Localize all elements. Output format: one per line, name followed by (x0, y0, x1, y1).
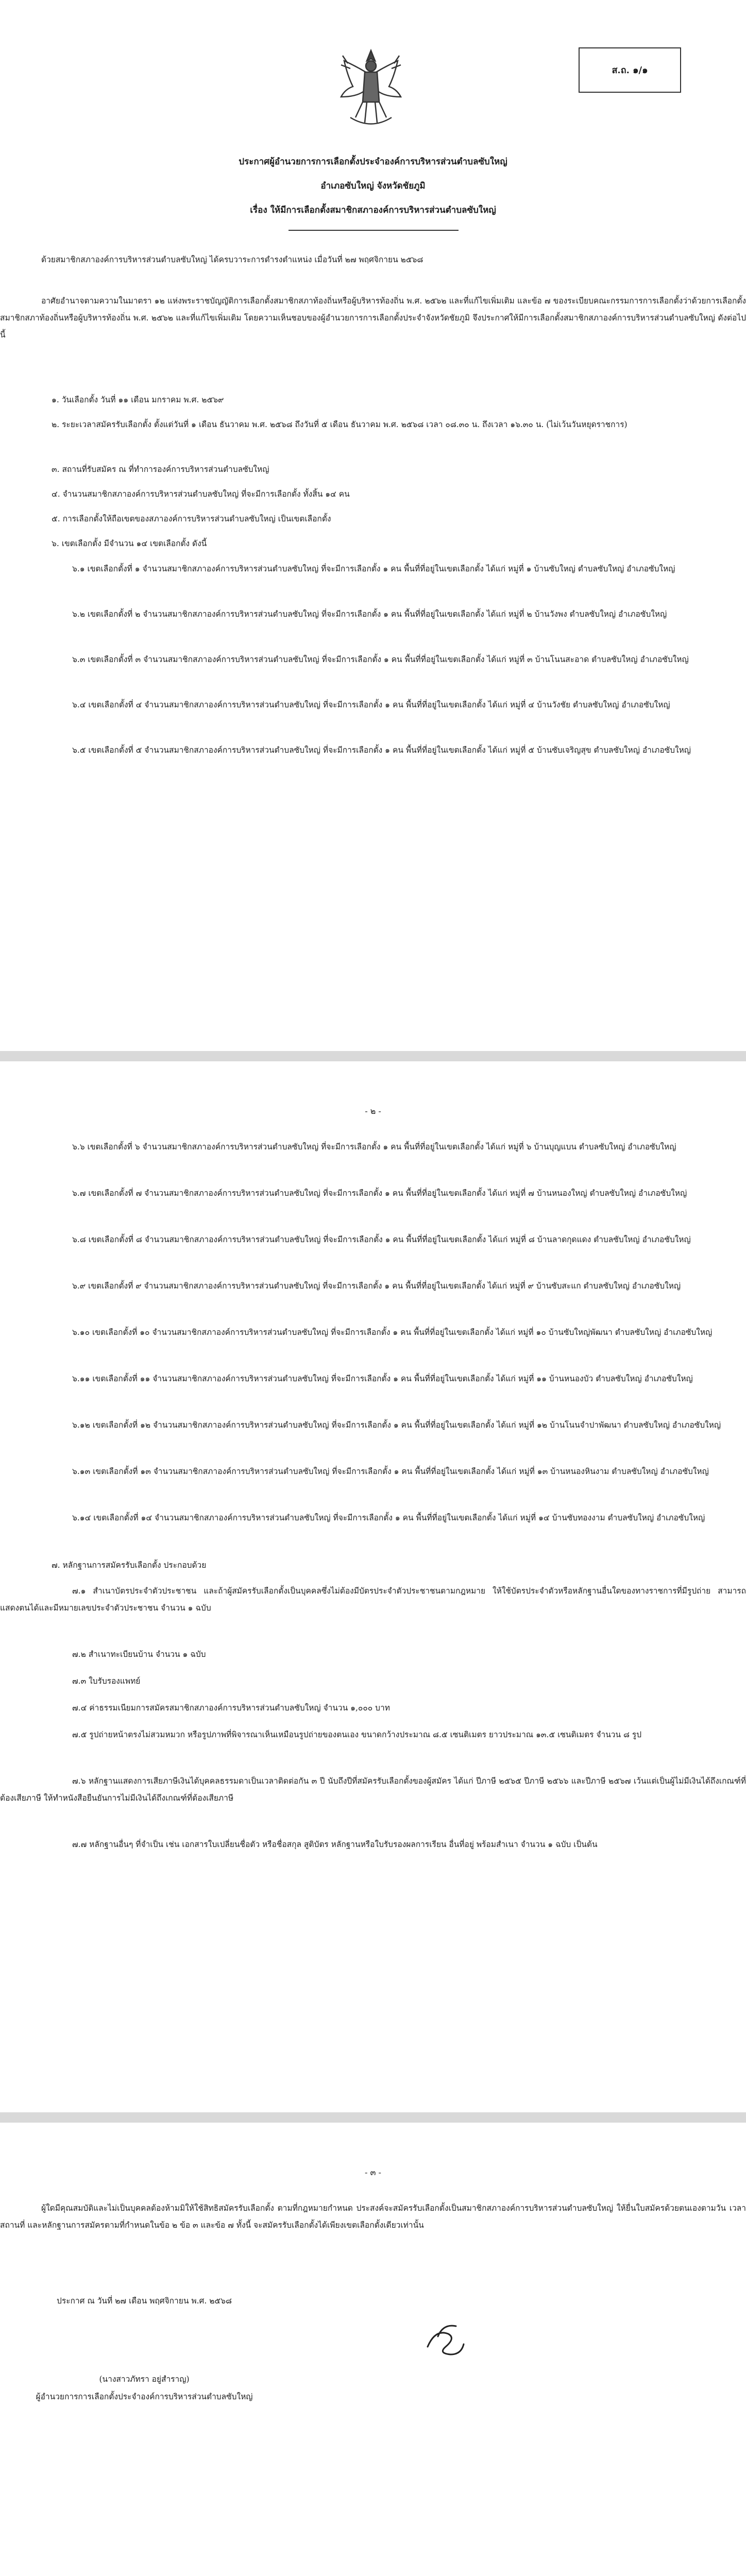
announcement-date: ประกาศ ณ วันที่ ๒๗ เดือน พฤศจิกายน พ.ศ. ๒๕๖๘ (57, 2296, 232, 2306)
document-requirement: ๗.๔ ค่าธรรมเนียมการสมัครสมาชิกสภาองค์การบริหารส่วนตำบลซับใหญ่ จำนวน ๑,๐๐๐ บาท (72, 1703, 390, 1713)
document-requirement: ๗.๖ หลักฐานแสดงการเสียภาษีเงินได้บุคคลธรรมดาเป็นเวลาติดต่อกัน ๓ ปี นับถึงปีที่สมัครรับเลือกตั้งของผู้สมัคร ได้แก่ ปีภาษี ๒๕๖๕ ปีภาษี ๒๕๖๖ และปีภาษี ๒๕๖๗ เว้นแต่เป็นผู้ไม่มีเงินได้ถึงเกณฑ์ที่ต้องเสียภาษี ให้ทำหนังสือยืนยันการไม่มีเงินได้ถึงเกณฑ์ที่ต้องเสียภาษี (0, 1776, 746, 1803)
title-line-2: อำเภอซับใหญ่ จังหวัดชัยภูมิ (320, 181, 426, 191)
item-2-application-period: ๒. ระยะเวลาสมัครรับเลือกตั้ง ตั้งแต่วันที่ ๑ เดือน ธันวาคม พ.ศ. ๒๕๖๘ ถึงวันที่ ๕ เดือน ธันวาคม พ.ศ. ๒๕๖๘ เวลา ๐๘.๓๐ น. ถึงเวลา ๑๖.๓๐ น. (ไม่เว้นวันหยุดราชการ) (52, 420, 628, 429)
zone-item: ๖.๘ เขตเลือกตั้งที่ ๘ จำนวนสมาชิกสภาองค์การบริหารส่วนตำบลซับใหญ่ ที่จะมีการเลือกตั้ง ๑ คน พื้นที่ที่อยู่ในเขตเลือกตั้ง ได้แก่ หมู่ที่ ๘ บ้านลาดกุดแดง ตำบลซับใหญ่ อำเภอซับใหญ่ (72, 1235, 691, 1244)
title-line-1: ประกาศผู้อำนวยการการเลือกตั้งประจำองค์การบริหารส่วนตำบลซับใหญ่ (239, 157, 507, 167)
document-code: ส.ถ. ๑/๑ (612, 64, 648, 76)
zone-item: ๖.๒ เขตเลือกตั้งที่ ๒ จำนวนสมาชิกสภาองค์การบริหารส่วนตำบลซับใหญ่ ที่จะมีการเลือกตั้ง ๑ คน พื้นที่ที่อยู่ในเขตเลือกตั้ง ได้แก่ หมู่ที่ ๒ บ้านวังพง ตำบลซับใหญ่ อำเภอซับใหญ่ (72, 609, 667, 619)
page-number: - ๓ - (365, 2167, 381, 2177)
signer-name: (นางสาวภัทรา อยู่สำราญ) (99, 2375, 190, 2384)
zone-item: ๖.๔ เขตเลือกตั้งที่ ๔ จำนวนสมาชิกสภาองค์การบริหารส่วนตำบลซับใหญ่ ที่จะมีการเลือกตั้ง ๑ คน พื้นที่ที่อยู่ในเขตเลือกตั้ง ได้แก่ หมู่ที่ ๔ บ้านวังชัย ตำบลซับใหญ่ อำเภอซับใหญ่ (72, 700, 670, 709)
page-3 (0, 2123, 746, 2576)
item-5-constituency: ๕. การเลือกตั้งให้ถือเขตของสภาองค์การบริหารส่วนตำบลซับใหญ่ เป็นเขตเลือกตั้ง (52, 514, 331, 523)
page-number: - ๒ - (365, 1106, 381, 1116)
garuda-emblem-icon (335, 40, 407, 138)
document-requirement: ๗.๒ สำเนาทะเบียนบ้าน จำนวน ๑ ฉบับ (72, 1650, 206, 1659)
zone-item: ๖.๑๒ เขตเลือกตั้งที่ ๑๒ จำนวนสมาชิกสภาองค์การบริหารส่วนตำบลซับใหญ่ ที่จะมีการเลือกตั้ง ๑ คน พื้นที่ที่อยู่ในเขตเลือกตั้ง ได้แก่ หมู่ที่ ๑๒ บ้านโนนจำปาพัฒนา ตำบลซับใหญ่ อำเภอซับใหญ่ (72, 1420, 721, 1430)
document-requirement: ๗.๓ ใบรับรองแพทย์ (72, 1676, 141, 1686)
document-code-box (579, 47, 681, 93)
zone-item: ๖.๑ เขตเลือกตั้งที่ ๑ จำนวนสมาชิกสภาองค์การบริหารส่วนตำบลซับใหญ่ ที่จะมีการเลือกตั้ง ๑ คน พื้นที่ที่อยู่ในเขตเลือกตั้ง ได้แก่ หมู่ที่ ๑ บ้านซับใหญ่ ตำบลซับใหญ่ อำเภอซับใหญ่ (72, 564, 675, 573)
title-line-3: เรื่อง ให้มีการเลือกตั้งสมาชิกสภาองค์การบริหารส่วนตำบลซับใหญ่ (250, 205, 496, 215)
zone-item: ๖.๓ เขตเลือกตั้งที่ ๓ จำนวนสมาชิกสภาองค์การบริหารส่วนตำบลซับใหญ่ ที่จะมีการเลือกตั้ง ๑ คน พื้นที่ที่อยู่ในเขตเลือกตั้ง ได้แก่ หมู่ที่ ๓ บ้านโนนสะอาด ตำบลซับใหญ่ อำเภอซับใหญ่ (72, 655, 689, 664)
intro-paragraph-2: อาศัยอำนาจตามความในมาตรา ๑๒ แห่งพระราชบัญญัติการเลือกตั้งสมาชิกสภาท้องถิ่นหรือผู้บริหารท้องถิ่น พ.ศ. ๒๕๖๒ และที่แก้ไขเพิ่มเติม และข้อ ๗ ของระเบียบคณะกรรมการการเลือกตั้งว่าด้วยการเลือกตั้งสมาชิกสภาท้องถิ่นหรือผู้บริหารท้องถิ่น พ.ศ. ๒๕๖๒ และที่แก้ไขเพิ่มเติม โดยความเห็นชอบของผู้อำนวยการการเลือกตั้งประจำจังหวัดชัยภูมิ จึงประกาศให้มีการเลือกตั้งสมาชิกสภาองค์การบริหารส่วนตำบลซับใหญ่ ดังต่อไปนี้ (0, 296, 746, 340)
zone-item: ๖.๑๐ เขตเลือกตั้งที่ ๑๐ จำนวนสมาชิกสภาองค์การบริหารส่วนตำบลซับใหญ่ ที่จะมีการเลือกตั้ง ๑ คน พื้นที่ที่อยู่ในเขตเลือกตั้ง ได้แก่ หมู่ที่ ๑๐ บ้านซับใหญ่พัฒนา ตำบลซับใหญ่ อำเภอซับใหญ่ (72, 1328, 713, 1337)
intro-paragraph-1: ด้วยสมาชิกสภาองค์การบริหารส่วนตำบลซับใหญ่ ได้ครบวาระการดำรงตำแหน่ง เมื่อวันที่ ๒๗ พฤศจิกายน ๒๕๖๘ (41, 255, 423, 264)
page-1 (0, 0, 746, 1051)
signer-position: ผู้อำนวยการการเลือกตั้งประจำองค์การบริหารส่วนตำบลซับใหญ่ (36, 2392, 253, 2401)
title-divider (289, 230, 459, 231)
zone-item: ๖.๙ เขตเลือกตั้งที่ ๙ จำนวนสมาชิกสภาองค์การบริหารส่วนตำบลซับใหญ่ ที่จะมีการเลือกตั้ง ๑ คน พื้นที่ที่อยู่ในเขตเลือกตั้ง ได้แก่ หมู่ที่ ๙ บ้านซับสะแก ตำบลซับใหญ่ อำเภอซับใหญ่ (72, 1281, 681, 1291)
item-3-application-place: ๓. สถานที่รับสมัคร ณ ที่ทำการองค์การบริหารส่วนตำบลซับใหญ่ (52, 465, 269, 474)
zone-item: ๖.๑๔ เขตเลือกตั้งที่ ๑๔ จำนวนสมาชิกสภาองค์การบริหารส่วนตำบลซับใหญ่ ที่จะมีการเลือกตั้ง ๑ คน พื้นที่ที่อยู่ในเขตเลือกตั้ง ได้แก่ หมู่ที่ ๑๔ บ้านซับทองงาม ตำบลซับใหญ่ อำเภอซับใหญ่ (72, 1513, 705, 1522)
zone-item: ๖.๗ เขตเลือกตั้งที่ ๗ จำนวนสมาชิกสภาองค์การบริหารส่วนตำบลซับใหญ่ ที่จะมีการเลือกตั้ง ๑ คน พื้นที่ที่อยู่ในเขตเลือกตั้ง ได้แก่ หมู่ที่ ๗ บ้านหนองใหญ่ ตำบลซับใหญ่ อำเภอซับใหญ่ (72, 1189, 687, 1198)
document-requirement: ๗.๗ หลักฐานอื่นๆ ที่จำเป็น เช่น เอกสารใบเปลี่ยนชื่อตัว หรือชื่อสกุล สูติบัตร หลักฐานหรือใบรับรองผลการเรียน อื่นที่อยู่ พร้อมสำเนา จำนวน ๑ ฉบับ เป็นต้น (72, 1840, 598, 1849)
document-requirement: ๗.๑ สำเนาบัตรประจำตัวประชาชน และถ้าผู้สมัครรับเลือกตั้งเป็นบุคคลซึ่งไม่ต้องมีบัตรประจำตัวประชาชนตามกฎหมาย ให้ใช้บัตรประจำตัวหรือหลักฐานอื่นใดของทางราชการที่มีรูปถ่าย สามารถแสดงตนได้และมีหมายเลขประจำตัวประชาชน จำนวน ๑ ฉบับ (0, 1586, 746, 1613)
zone-item: ๖.๑๓ เขตเลือกตั้งที่ ๑๓ จำนวนสมาชิกสภาองค์การบริหารส่วนตำบลซับใหญ่ ที่จะมีการเลือกตั้ง ๑ คน พื้นที่ที่อยู่ในเขตเลือกตั้ง ได้แก่ หมู่ที่ ๑๓ บ้านหนองหินงาม ตำบลซับใหญ่ อำเภอซับใหญ่ (72, 1467, 709, 1476)
document-requirement: ๗.๕ รูปถ่ายหน้าตรงไม่สวมหมวก หรือรูปภาพที่พิจารณาเห็นเหมือนรูปถ่ายของตนเอง ขนาดกว้างประมาณ ๘.๕ เซนติเมตร ยาวประมาณ ๑๓.๕ เซนติเมตร จำนวน ๘ รูป (72, 1730, 642, 1739)
item-1-election-date: ๑. วันเลือกตั้ง วันที่ ๑๑ เดือน มกราคม พ.ศ. ๒๕๖๙ (52, 395, 224, 404)
item-7-heading: ๗. หลักฐานการสมัครรับเลือกตั้ง ประกอบด้วย (52, 1561, 207, 1570)
closing-paragraph: ผู้ใดมีคุณสมบัติและไม่เป็นบุคคลต้องห้ามมิให้ใช้สิทธิสมัครรับเลือกตั้ง ตามที่กฎหมายกำหนด ประสงค์จะสมัครรับเลือกตั้งเป็นสมาชิกสภาองค์การบริหารส่วนตำบลซับใหญ่ ให้ยื่นใบสมัครด้วยตนเองตามวัน เวลา สถานที่ และหลักฐานการสมัครตามที่กำหนดในข้อ ๒ ข้อ ๓ และข้อ ๗ ทั้งนี้ จะสมัครรับเลือกตั้งได้เพียงเขตเลือกตั้งเดียวเท่านั้น (0, 2204, 746, 2230)
item-4-member-count: ๔. จำนวนสมาชิกสภาองค์การบริหารส่วนตำบลซับใหญ่ ที่จะมีการเลือกตั้ง ทั้งสิ้น ๑๔ คน (52, 489, 350, 499)
zone-item: ๖.๖ เขตเลือกตั้งที่ ๖ จำนวนสมาชิกสภาองค์การบริหารส่วนตำบลซับใหญ่ ที่จะมีการเลือกตั้ง ๑ คน พื้นที่ที่อยู่ในเขตเลือกตั้ง ได้แก่ หมู่ที่ ๖ บ้านบุญแบน ตำบลซับใหญ่ อำเภอซับใหญ่ (72, 1142, 676, 1151)
zone-item: ๖.๕ เขตเลือกตั้งที่ ๕ จำนวนสมาชิกสภาองค์การบริหารส่วนตำบลซับใหญ่ ที่จะมีการเลือกตั้ง ๑ คน พื้นที่ที่อยู่ในเขตเลือกตั้ง ได้แก่ หมู่ที่ ๕ บ้านซับเจริญสุข ตำบลซับใหญ่ อำเภอซับใหญ่ (72, 745, 691, 755)
handwritten-signature-icon (407, 2318, 479, 2365)
page-2 (0, 1061, 746, 2112)
zone-item: ๖.๑๑ เขตเลือกตั้งที่ ๑๑ จำนวนสมาชิกสภาองค์การบริหารส่วนตำบลซับใหญ่ ที่จะมีการเลือกตั้ง ๑ คน พื้นที่ที่อยู่ในเขตเลือกตั้ง ได้แก่ หมู่ที่ ๑๑ บ้านหนองบัว ตำบลซับใหญ่ อำเภอซับใหญ่ (72, 1374, 693, 1383)
item-6-zones: ๖. เขตเลือกตั้ง มีจำนวน ๑๔ เขตเลือกตั้ง ดังนี้ (52, 539, 207, 548)
